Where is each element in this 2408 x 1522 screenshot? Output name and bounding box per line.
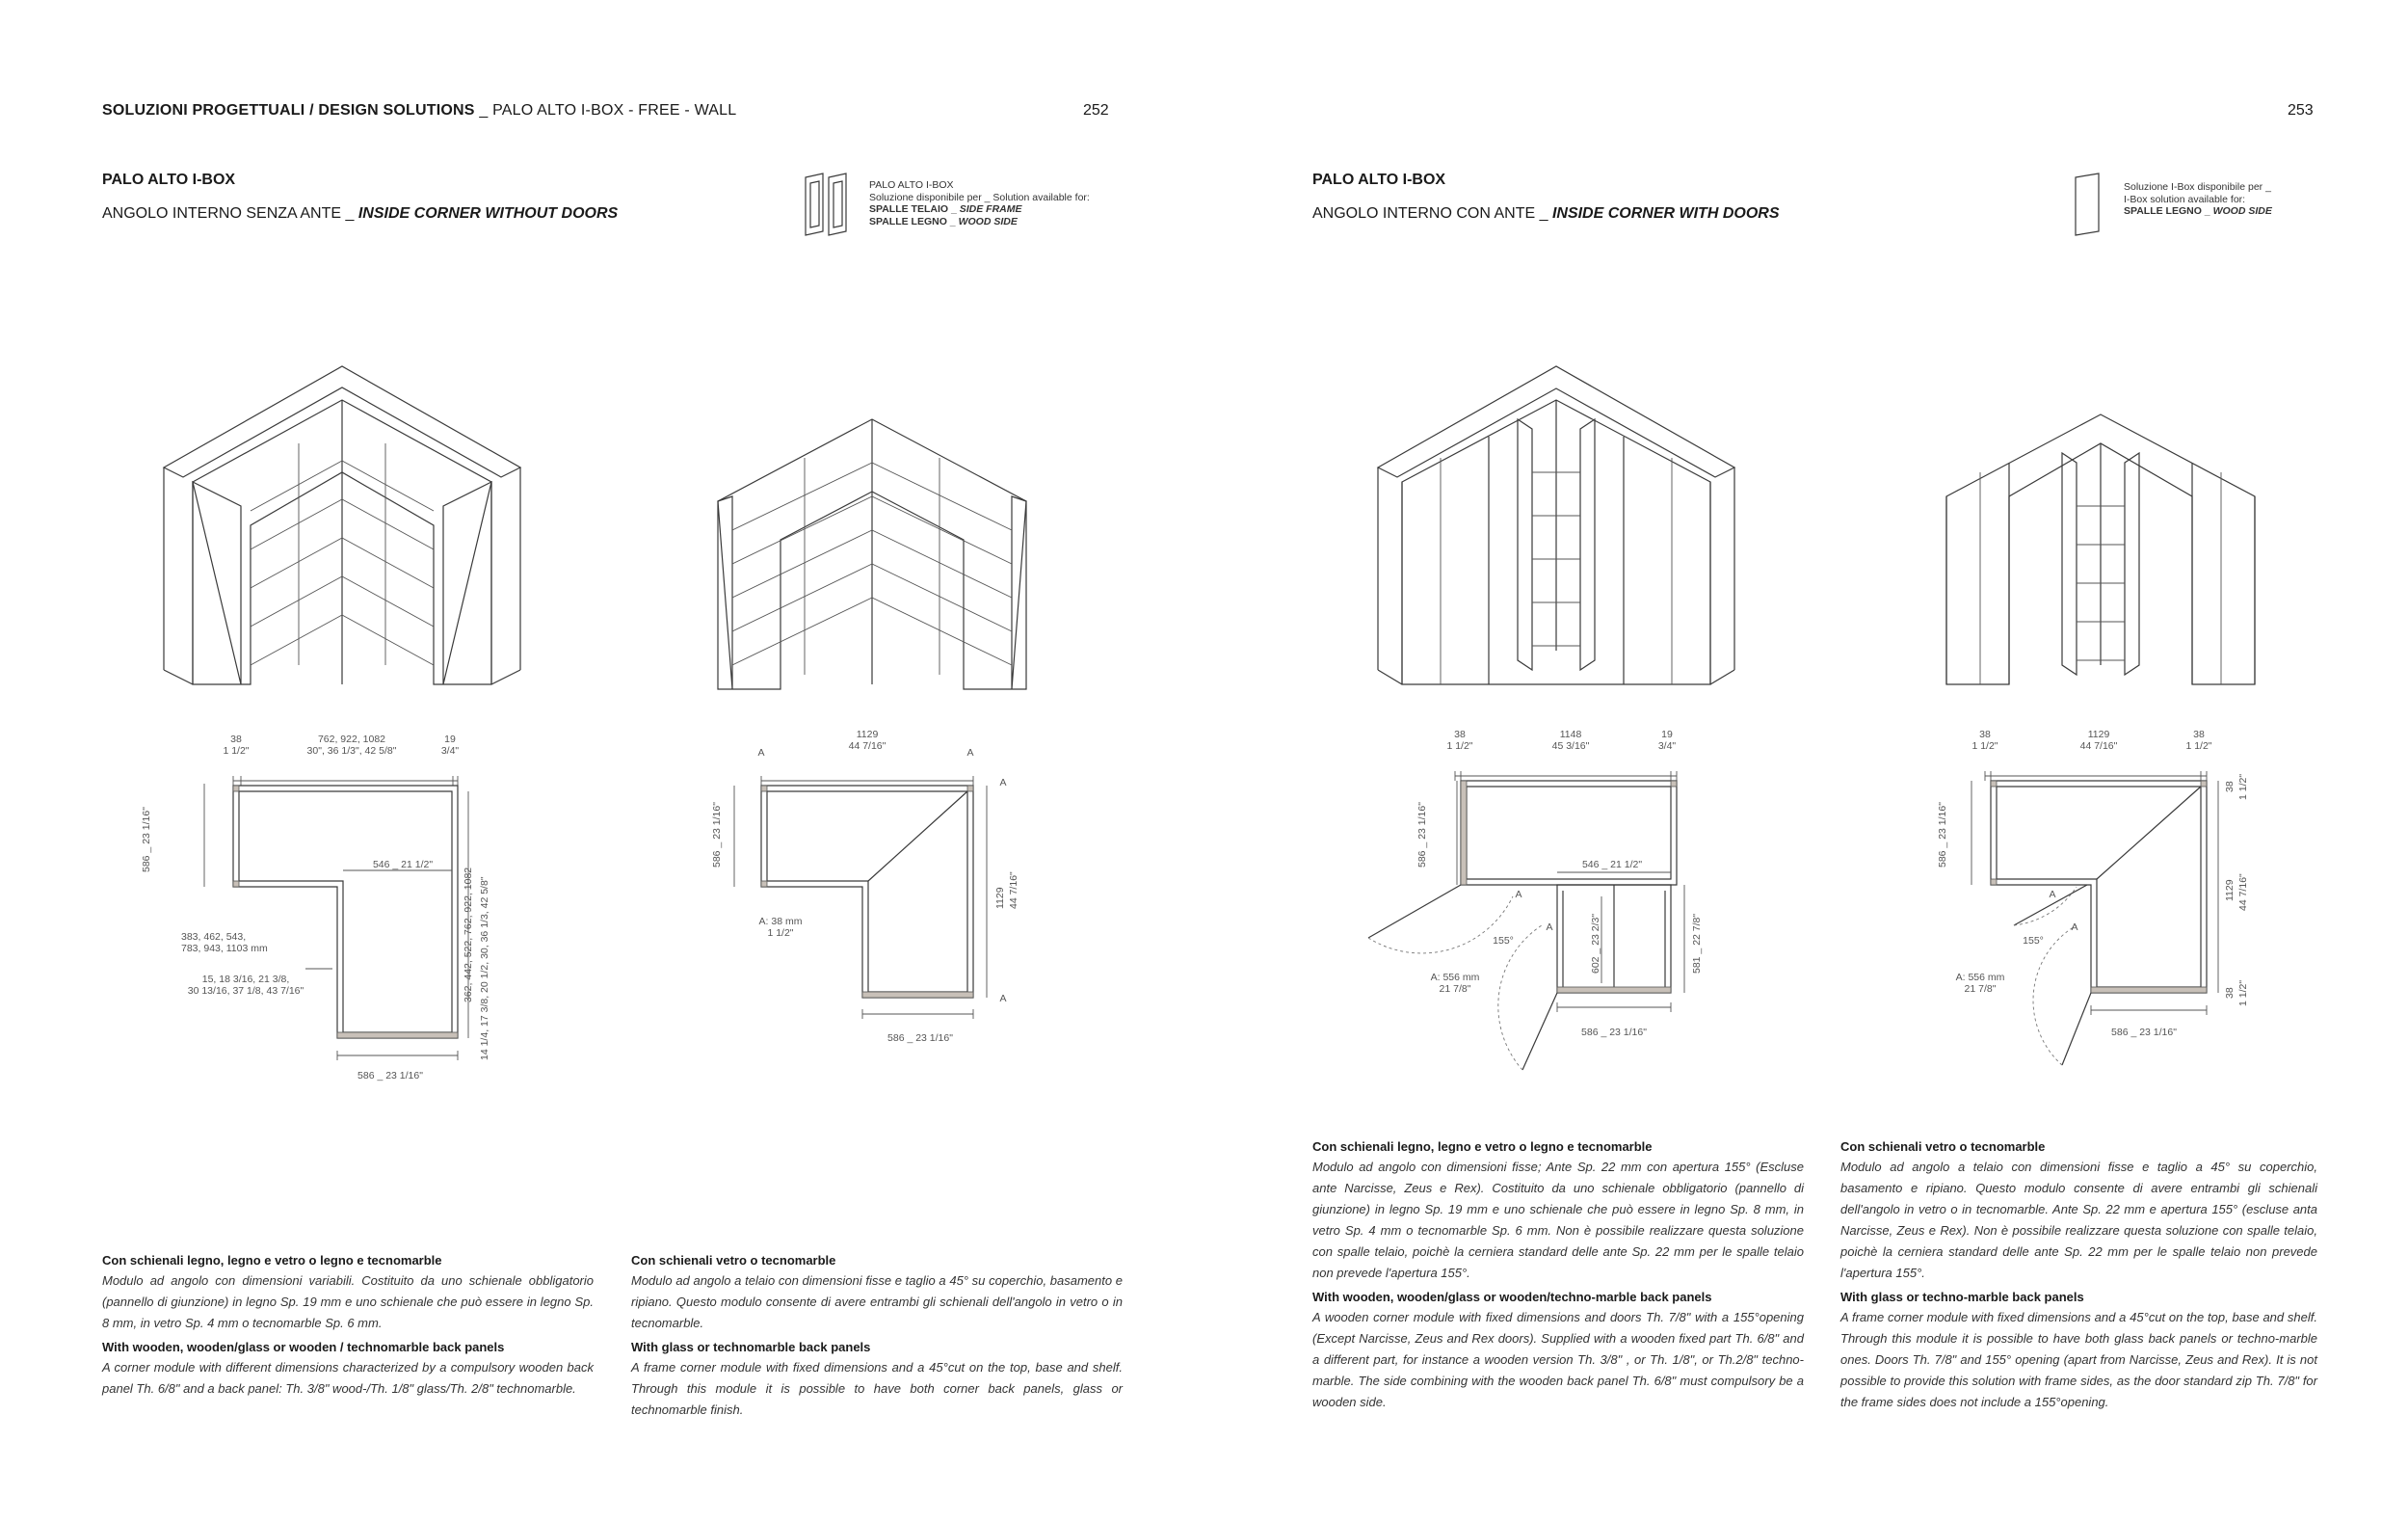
note-text: 383, 462, 543,	[181, 931, 247, 943]
right-text2-title-en: With glass or techno-marble back panels	[1840, 1290, 2084, 1304]
note-text: A: 38 mm	[758, 916, 803, 927]
plan3-a-1: A	[1515, 889, 1522, 900]
note-text: 783, 943, 1103 mm	[181, 943, 268, 954]
right-text1-body-en: A wooden corner module with fixed dimensions and doors Th. 7/8" with a 155°opening (Except Narcisse, Zeus and Rex doors). Supplied with a wooden fixed part Th. 6/8" and a different part, for instance a wooden version Th. 3/8" , or Th. 1/8", or Th.2/8" techno-marble. The side combining with the wooden back panel Th. 6/8" must compulsory be a wooden side.	[1312, 1310, 1804, 1409]
header-title-bold: SOLUZIONI PROGETTUALI / DESIGN SOLUTIONS	[102, 102, 475, 119]
plan2-dim-bottom: 586 _ 23 1/16"	[887, 1032, 953, 1044]
left-avail-line2: Soluzione disponibile per _ Solution available for:	[869, 191, 1090, 203]
dim-text: 38	[230, 734, 242, 745]
plan4-dim-right-mm: 1129	[2224, 879, 2236, 901]
note-text: A: 556 mm	[1430, 972, 1480, 983]
right-avail-line2: I-Box solution available for:	[2124, 193, 2246, 205]
plan4-dim-width	[2060, 729, 2137, 752]
plan3-dim-depth: 586 _ 23 1/16"	[1416, 802, 1428, 868]
right-text2-title: Con schienali vetro o tecnomarble	[1840, 1139, 2046, 1154]
dim-text: 1129	[2087, 729, 2110, 740]
header-title-light: _ PALO ALTO I-BOX - FREE - WALL	[474, 102, 737, 119]
plan2-dim-right-inch: 44 7/16"	[1008, 871, 1019, 909]
plan4-dim-depth: 586 _ 23 1/16"	[1937, 802, 1948, 868]
iso-corner-open-frame	[713, 405, 1031, 713]
right-title: PALO ALTO I-BOX	[1312, 172, 1446, 188]
running-header	[102, 102, 736, 120]
plan1-dim-bottom: 586 _ 23 1/16"	[357, 1070, 423, 1081]
dim-text: 44 7/16"	[848, 740, 886, 752]
left-title: PALO ALTO I-BOX	[102, 172, 236, 188]
right-availability	[2124, 181, 2272, 218]
dim-text: 19	[444, 734, 456, 745]
left-text2-body: Modulo ad angolo a telaio con dimensioni fisse e taglio a 45° su coperchio, basamento e ripiano. Questo modulo consente di avere entrambi gli schienali dell'angolo in vetro o in tecnomarble.	[631, 1273, 1123, 1330]
left-text2-title: Con schienali vetro o tecnomarble	[631, 1253, 836, 1268]
note-text: 1 1/2"	[767, 927, 794, 939]
right-text1-title-en: With wooden, wooden/glass or wooden/techno-marble back panels	[1312, 1290, 1712, 1304]
left-text1-title: Con schienali legno, legno e vetro o legno e tecnomarble	[102, 1253, 442, 1268]
note-text: 21 7/8"	[1439, 983, 1471, 995]
plan3-a-2: A	[1546, 921, 1553, 933]
plan1-note-mm	[181, 931, 316, 954]
left-avail-line1: PALO ALTO I-BOX	[869, 179, 954, 191]
note-text: 15, 18 3/16, 21 3/8,	[201, 974, 290, 985]
dim-text: 1 1/2"	[1971, 740, 1998, 752]
left-avail-wood-value: WOOD SIDE	[958, 215, 1018, 227]
right-text1-body: Modulo ad angolo con dimensioni fisse; Ante Sp. 22 mm con apertura 155° (Escluse ante Narcisse, Zeus e Rex). Costituito da uno schienale obbligatorio (pannello di giunzione) in legno Sp. 19 mm e uno schienale che può essere in legno Sp. 8 mm, in vetro Sp. 4 mm o tecnomarble Sp. 6 mm. Non è possibile realizzare questa soluzione con spalle telaio, poichè la cerniera standard delle ante Sp. 22 mm per le spalle telaio non prevede l'apertura 155°.	[1312, 1160, 1804, 1280]
left-availability	[869, 179, 1090, 227]
page-number-left: 252	[1083, 102, 1109, 119]
note-text: A: 556 mm	[1955, 972, 2005, 983]
left-text-block-1	[102, 1251, 594, 1400]
plan4-note	[1946, 972, 2014, 995]
dim-text: 38	[2193, 729, 2205, 740]
plan2-a-top: A	[999, 777, 1007, 788]
plan2-dim-width	[829, 729, 906, 752]
dim-text: 1 1/2"	[223, 745, 250, 757]
plan4-dim-top-inch: 1 1/2"	[2237, 773, 2249, 800]
plan3-note	[1421, 972, 1489, 995]
plan4-dim-side	[1966, 729, 2004, 752]
dim-text: 30", 36 1/3", 42 5/8"	[306, 745, 397, 757]
plan3-dim-inner: 546 _ 21 1/2"	[1581, 859, 1643, 870]
left-avail-frame-label: SPALLE TELAIO _	[869, 203, 960, 215]
wood-side-icon	[2072, 172, 2106, 239]
left-subtitle-en: INSIDE CORNER WITHOUT DOORS	[357, 205, 619, 222]
right-subtitle-it: ANGOLO INTERNO CON ANTE _	[1312, 205, 1552, 222]
plan4-dim-bottom-mm: 38	[2224, 987, 2236, 999]
left-subtitle	[102, 205, 618, 223]
right-text-block-2	[1840, 1137, 2317, 1413]
left-text1-title-en: With wooden, wooden/glass or wooden / technomarble back panels	[102, 1340, 505, 1354]
plan-open-frame	[713, 761, 1031, 1051]
plan4-angle: 155°	[2023, 935, 2044, 947]
left-text1-body-en: A corner module with different dimensions characterized by a compulsory wooden back panel Th. 6/8" and a back panel: Th. 3/8" wood-/Th. 1/8" glass/Th. 2/8" technomarble.	[102, 1360, 594, 1396]
plan2-a-left: A	[757, 747, 765, 759]
plan-open-wall	[183, 766, 501, 1094]
plan2-a-right: A	[966, 747, 974, 759]
dim-text: 1148	[1559, 729, 1582, 740]
plan1-dim-inner: 546 _ 21 1/2"	[372, 859, 434, 870]
dim-text: 1 1/2"	[1446, 740, 1473, 752]
dim-text: 44 7/16"	[2079, 740, 2118, 752]
right-subtitle	[1312, 205, 1780, 223]
plan2-a-bottom: A	[999, 993, 1007, 1004]
right-avail-wood-label: SPALLE LEGNO _	[2124, 205, 2213, 217]
right-avail-line1: Soluzione I-Box disponibile per _	[2124, 181, 2271, 193]
left-text-block-2	[631, 1251, 1123, 1421]
plan1-dim-depth: 586 _ 23 1/16"	[141, 807, 152, 872]
page-number-right: 253	[2288, 102, 2314, 119]
plan4-a-1: A	[2049, 889, 2056, 900]
plan1-dim-right-inch: 14 1/4, 17 3/8, 20 1/2, 30, 36 1/3, 42 5/8"	[479, 876, 490, 1060]
plan3-dim-inner-h: 581 _ 22 7/8"	[1691, 913, 1703, 974]
note-text: 30 13/16, 37 1/8, 43 7/16"	[187, 985, 304, 997]
left-text2-body-en: A frame corner module with fixed dimensions and a 45°cut on the top, base and shelf. Through this module it is possible to have both corner back panels, glass or technomarble finish.	[631, 1360, 1123, 1417]
plan1-dim-back	[431, 734, 469, 757]
right-text1-title: Con schienali legno, legno e vetro o legno e tecnomarble	[1312, 1139, 1653, 1154]
plan3-dim-side	[1441, 729, 1479, 752]
plan4-dim-back	[2180, 729, 2218, 752]
dim-text: 3/4"	[1657, 740, 1677, 752]
plan3-dim-door-h: 602 _ 23 2/3"	[1590, 913, 1601, 974]
left-avail-wood-label: SPALLE LEGNO _	[869, 215, 959, 227]
dim-text: 1129	[856, 729, 879, 740]
dim-text: 1 1/2"	[2185, 740, 2212, 752]
right-text2-body-en: A frame corner module with fixed dimensions and a 45°cut on the top, base and shelf. Through this module it is possible to have both glass back panels or techno-marble ones. Doors Th. 7/8" and 155° opening (apart from Narcisse, Zeus and Rex). It is not possible to provide this solution with frame sides, as the door standard zip Th. 7/8" for the frame sides does not include a 155°opening.	[1840, 1310, 2317, 1409]
dim-text: 38	[1454, 729, 1466, 740]
plan4-a-2: A	[2071, 921, 2078, 933]
note-text: 21 7/8"	[1964, 983, 1997, 995]
plan3-angle: 155°	[1493, 935, 1514, 947]
iso-corner-open-wall	[154, 357, 530, 694]
plan4-dim-bottom-inch: 1 1/2"	[2237, 979, 2249, 1006]
plan3-dim-bottom: 586 _ 23 1/16"	[1581, 1027, 1647, 1038]
left-avail-frame-value: SIDE FRAME	[959, 203, 1022, 215]
right-avail-wood-value: WOOD SIDE	[2212, 205, 2272, 217]
dim-text: 38	[1979, 729, 1991, 740]
dim-text: 45 3/16"	[1551, 740, 1590, 752]
plan4-dim-top-mm: 38	[2224, 781, 2236, 792]
plan1-dim-width	[289, 734, 414, 757]
right-text2-body: Modulo ad angolo a telaio con dimensioni fisse e taglio a 45° su coperchio, basamento e ripiano. Questo modulo consente di avere entrambi gli schienali dell'angolo in vetro o in tecnomarble. Ante Sp. 22 mm e apertura 155° (escluse anta Narcisse, Zeus e Rex). Non è possibile realizzare questa soluzione con spalle telaio, poichè la cerniera standard delle ante Sp. 22 mm per le spalle telaio non prevede l'apertura 155°.	[1840, 1160, 2317, 1280]
dim-text: 19	[1661, 729, 1673, 740]
plan4-dim-right-inch: 44 7/16"	[2237, 873, 2249, 911]
plan1-dim-side	[217, 734, 255, 757]
dim-text: 3/4"	[440, 745, 460, 757]
plan2-dim-depth: 586 _ 23 1/16"	[711, 802, 723, 868]
plan1-dim-right-mm: 362, 442, 522, 762, 922, 1082	[463, 867, 474, 1002]
plan2-dim-right-mm: 1129	[994, 887, 1006, 909]
frame-side-icon	[802, 172, 856, 239]
left-text2-title-en: With glass or technomarble back panels	[631, 1340, 871, 1354]
iso-corner-doors-wall	[1373, 361, 1739, 694]
plan2-note	[752, 916, 809, 939]
plan4-dim-bottom: 586 _ 23 1/16"	[2111, 1027, 2177, 1038]
right-subtitle-en: INSIDE CORNER WITH DOORS	[1551, 205, 1780, 222]
left-text1-body: Modulo ad angolo con dimensioni variabili. Costituito da uno schienale obbligatorio (pannello di giunzione) in legno Sp. 19 mm e uno schienale che può essere in legno Sp. 8 mm, in vetro Sp. 4 mm o tecnomarble Sp. 6 mm.	[102, 1273, 594, 1330]
plan1-note-inch	[169, 974, 323, 997]
plan3-dim-width	[1532, 729, 1609, 752]
left-subtitle-it: ANGOLO INTERNO SENZA ANTE _	[102, 205, 358, 222]
iso-corner-doors-frame	[1942, 405, 2260, 694]
dim-text: 762, 922, 1082	[317, 734, 386, 745]
right-text-block-1	[1312, 1137, 1804, 1413]
plan3-dim-back	[1653, 729, 1681, 752]
